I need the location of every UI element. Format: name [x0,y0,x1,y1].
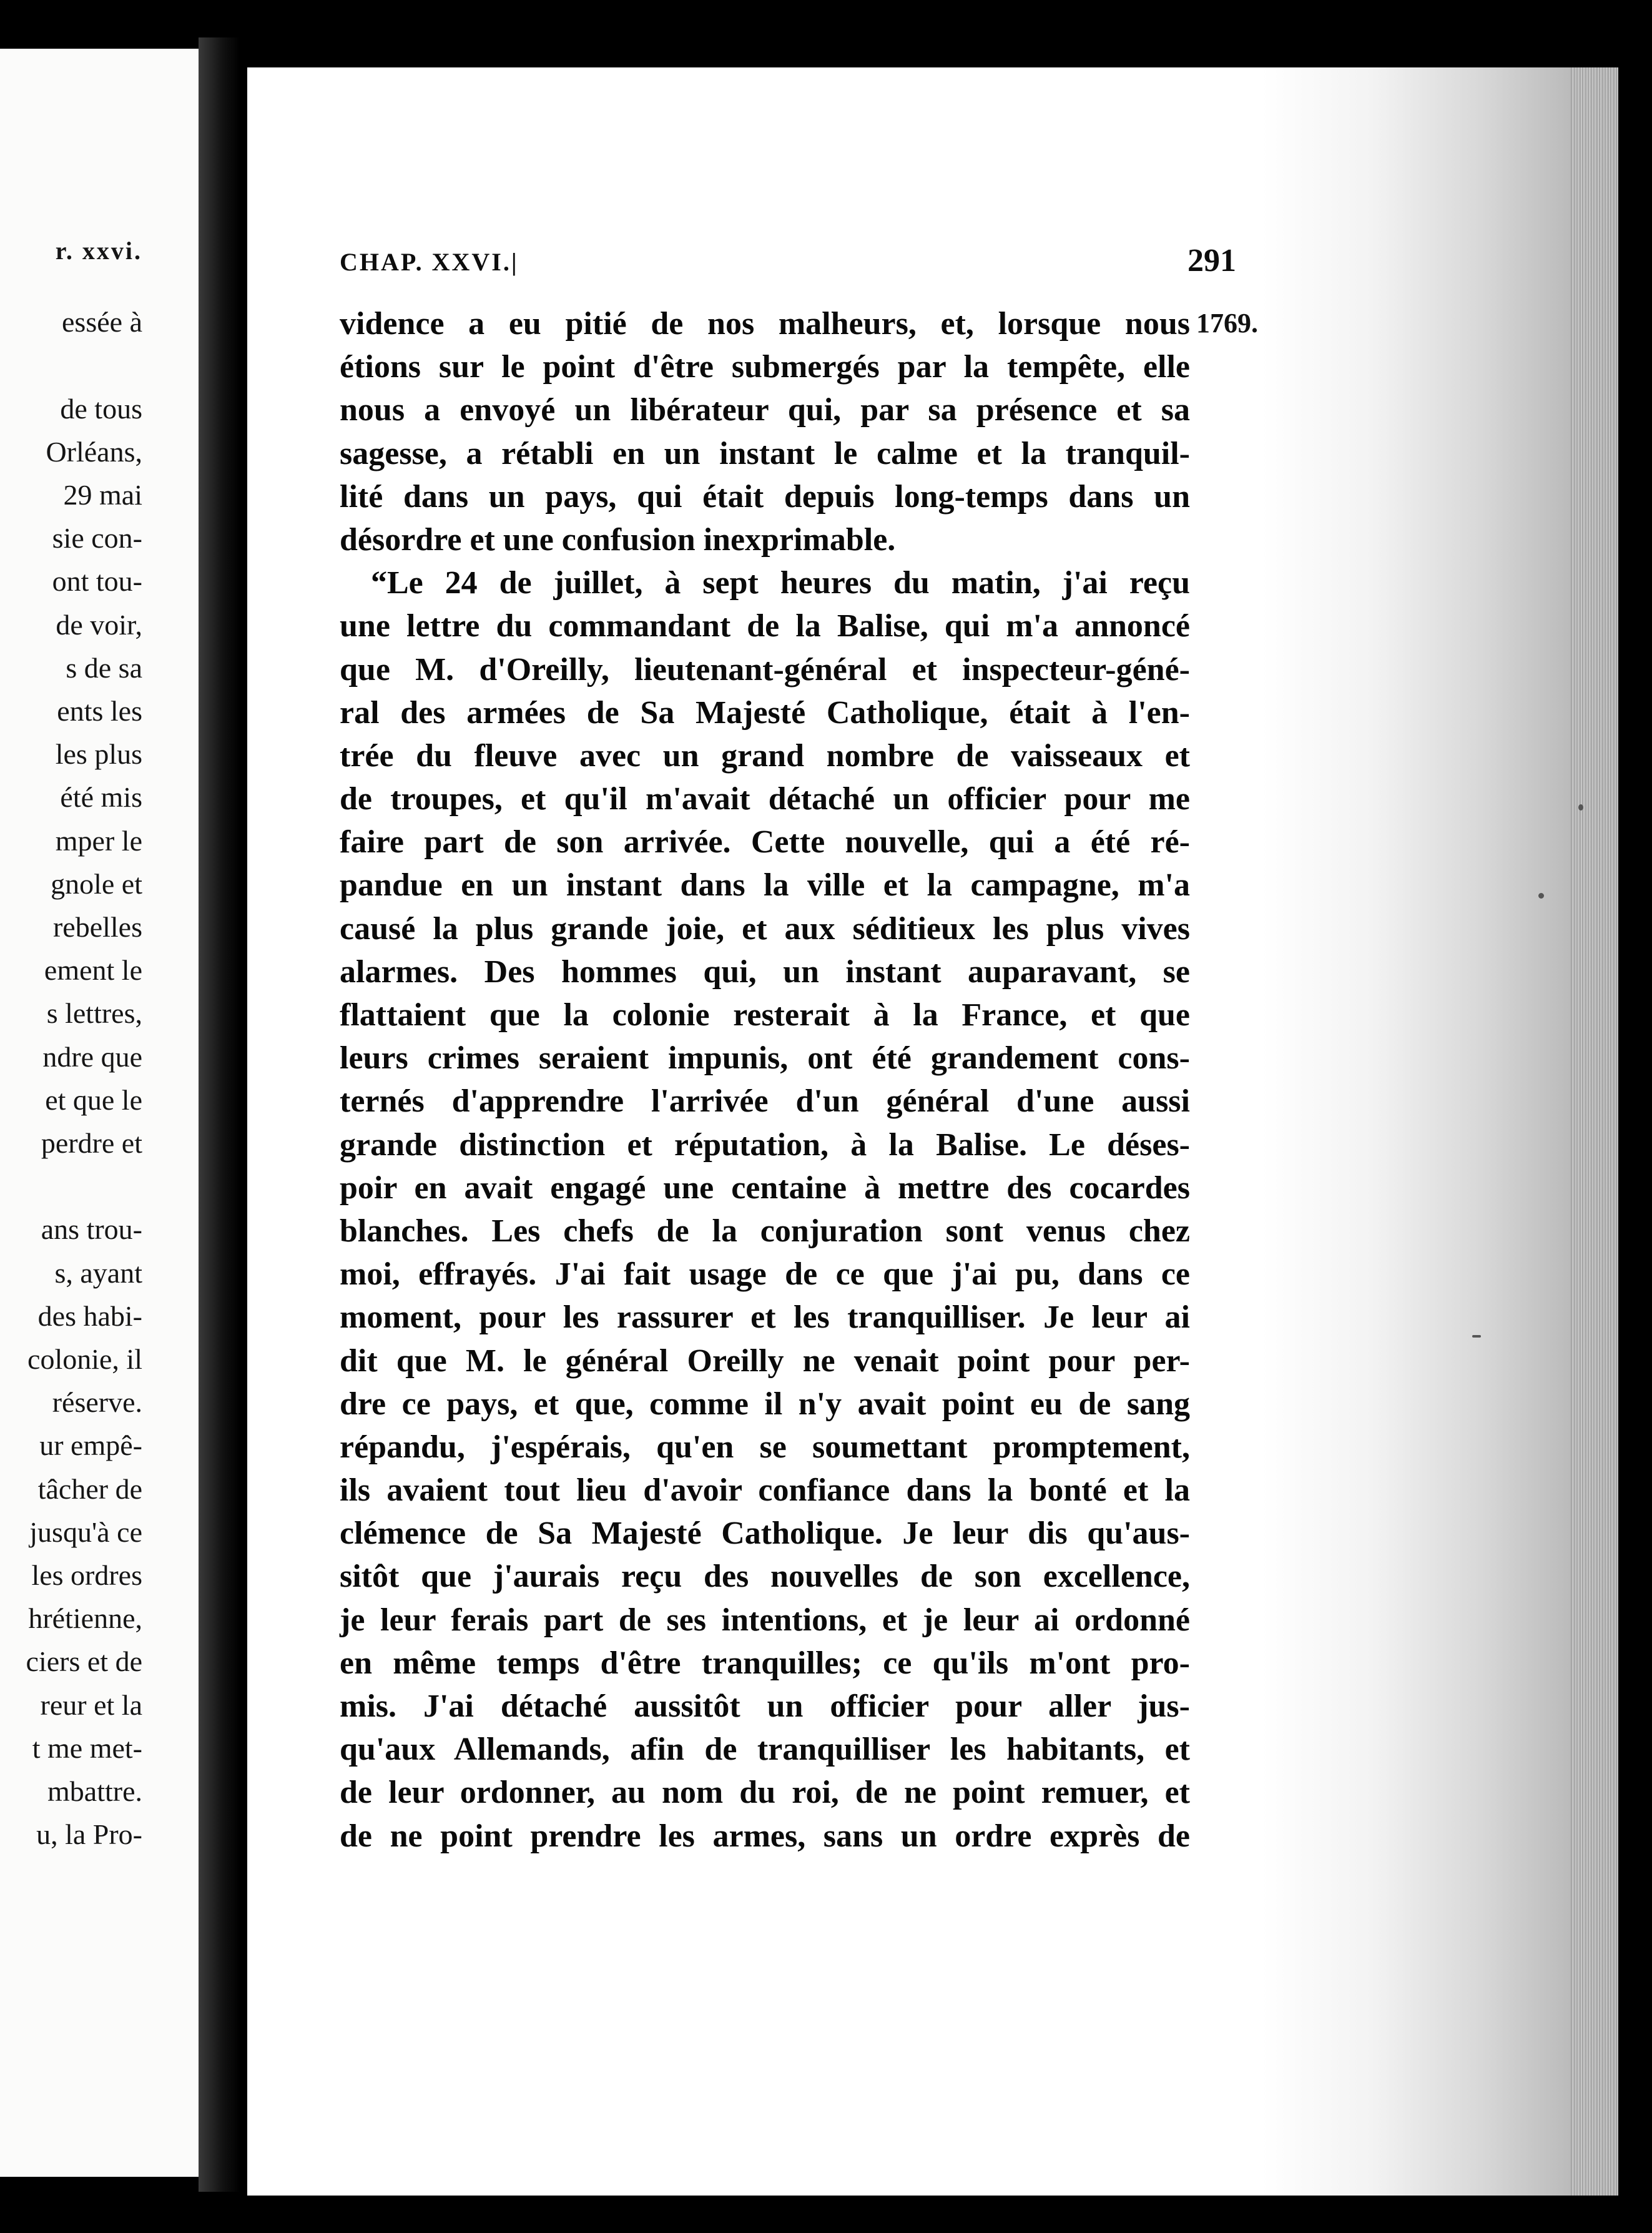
text-line: lité dans un pays, qui était depuis long-temps dans un [340,478,1190,515]
text-line: une lettre du commandant de la Balise, qui m'a annoncé [340,608,1190,644]
facing-page-line: u, la Pro- [36,1818,142,1851]
facing-page-line: hrétienne, [28,1602,142,1635]
text-line: vidence a eu pitié de nos malheurs, et, lorsque nous [340,306,1190,342]
text-line: qu'aux Allemands, afin de tranquilliser les habitants, et [340,1732,1190,1768]
facing-page-line: jusqu'à ce [29,1516,142,1548]
facing-page-line: les plus [55,738,142,771]
facing-page-line: et que le [45,1083,142,1116]
text-line: ral des armées de Sa Majesté Catholique, était à l'en- [340,694,1190,731]
text-line: je leur ferais part de ses intentions, et je leur ai ordonné [340,1602,1190,1638]
facing-page-line: s lettres, [46,997,142,1030]
facing-page-line: ur empê- [39,1429,142,1462]
facing-page-line: s, ayant [54,1256,142,1289]
facing-page-line: ement le [44,954,142,987]
chapter-heading: CHAP. XXVI.| [340,248,519,276]
text-line: de leur ordonner, au nom du roi, de ne point remuer, et [340,1775,1190,1811]
facing-page-line: perdre et [41,1127,142,1159]
page-number: 291 [1187,243,1236,279]
facing-page-line: mper le [55,824,142,857]
text-line: leurs crimes seraient impunis, ont été grandement cons- [340,1040,1190,1077]
facing-page-line: reur et la [40,1688,142,1721]
facing-page-left [0,49,199,2177]
text-line: poir en avait engagé une centaine à mettre des cocardes [340,1170,1190,1206]
text-line: moi, effrayés. J'ai fait usage de ce que j'ai pu, dans ce [340,1256,1190,1293]
text-line: grande distinction et réputation, à la Balise. Le déses- [340,1126,1190,1163]
margin-year-note: 1769. [1196,308,1258,338]
facing-page-line: été mis [60,781,142,814]
facing-page-line: tâcher de [37,1472,142,1505]
book-gutter [199,37,240,2192]
text-line: alarmes. Des hommes qui, un instant auparavant, se [340,954,1190,990]
facing-page-line: ciers et de [26,1645,142,1678]
facing-page-line: ans trou- [41,1213,142,1246]
text-line: faire part de son arrivée. Cette nouvelle, qui a été ré- [340,824,1190,860]
text-line: de ne point prendre les armes, sans un ordre exprès de [340,1818,1190,1854]
text-line: mis. J'ai détaché aussitôt un officier pour aller jus- [340,1688,1190,1724]
text-line: sitôt que j'aurais reçu des nouvelles de son excellence, [340,1559,1190,1595]
text-line: moment, pour les rassurer et les tranquilliser. Je leur ai [340,1299,1190,1336]
facing-page-line: Orléans, [46,435,142,468]
text-line: “Le 24 de juillet, à sept heures du matin, j'ai reçu [371,565,1190,601]
facing-page-line: colonie, il [27,1343,142,1375]
facing-page-line: t me met- [32,1732,142,1764]
text-line: flattaient que la colonie resterait à la France, et que [340,997,1190,1033]
scan-speck [1472,1335,1481,1338]
text-line: ternés d'apprendre l'arrivée d'un général d'une aussi [340,1083,1190,1120]
text-line: blanches. Les chefs de la conjuration sont venus chez [340,1213,1190,1249]
text-line: désordre et une confusion inexprimable. [340,521,896,558]
facing-page-line: des habi- [37,1299,142,1332]
facing-page-line: sie con- [52,522,142,555]
text-line: dit que M. le général Oreilly ne venait point pour per- [340,1343,1190,1379]
text-line: ils avaient tout lieu d'avoir confiance dans la bonté et la [340,1472,1190,1509]
text-line: étions sur le point d'être submergés par la tempête, elle [340,349,1190,385]
text-line: clémence de Sa Majesté Catholique. Je leur dis qu'aus- [340,1516,1190,1552]
facing-page-line: mbattre. [47,1775,142,1807]
text-line: causé la plus grande joie, et aux séditieux les plus vives [340,910,1190,947]
facing-page-line: essée à [62,306,142,338]
facing-page-line: de tous [60,392,142,425]
text-line: de troupes, et qu'il m'avait détaché un officier pour me [340,781,1190,817]
body-text [340,302,1190,1858]
facing-page-line: rebelles [52,911,142,943]
facing-page-line: 29 mai [63,479,142,511]
facing-page-line: r. xxvi. [55,237,142,265]
text-line: pandue en un instant dans la ville et la campagne, m'a [340,867,1190,904]
running-head [340,243,1251,285]
text-line: trée du fleuve avec un grand nombre de vaisseaux et [340,737,1190,774]
facing-page-line: les ordres [31,1559,142,1591]
facing-page-line: gnole et [51,867,142,900]
scan-speck [1578,804,1583,811]
text-line: sagesse, a rétabli en un instant le calme et la tranquil- [340,435,1190,471]
text-line: répandu, j'espérais, qu'en se soumettant promptement, [340,1429,1190,1465]
text-line: en même temps d'être tranquilles; ce qu'ils m'ont pro- [340,1645,1190,1681]
page-edges [1571,67,1618,2196]
page-right [247,67,1618,2196]
facing-page-line: ndre que [42,1040,142,1073]
text-line: nous a envoyé un libérateur qui, par sa présence et sa [340,392,1190,428]
facing-page-line: réserve. [52,1386,142,1419]
scan-speck [1538,893,1544,899]
text-line: que M. d'Oreilly, lieutenant-général et inspecteur-géné- [340,651,1190,688]
facing-page-line: ont tou- [52,565,142,598]
facing-page-line: de voir, [56,608,142,641]
text-line: dre ce pays, et que, comme il n'y avait point eu de sang [340,1386,1190,1422]
facing-page-line: s de sa [66,651,142,684]
facing-page-line: ents les [57,695,142,727]
